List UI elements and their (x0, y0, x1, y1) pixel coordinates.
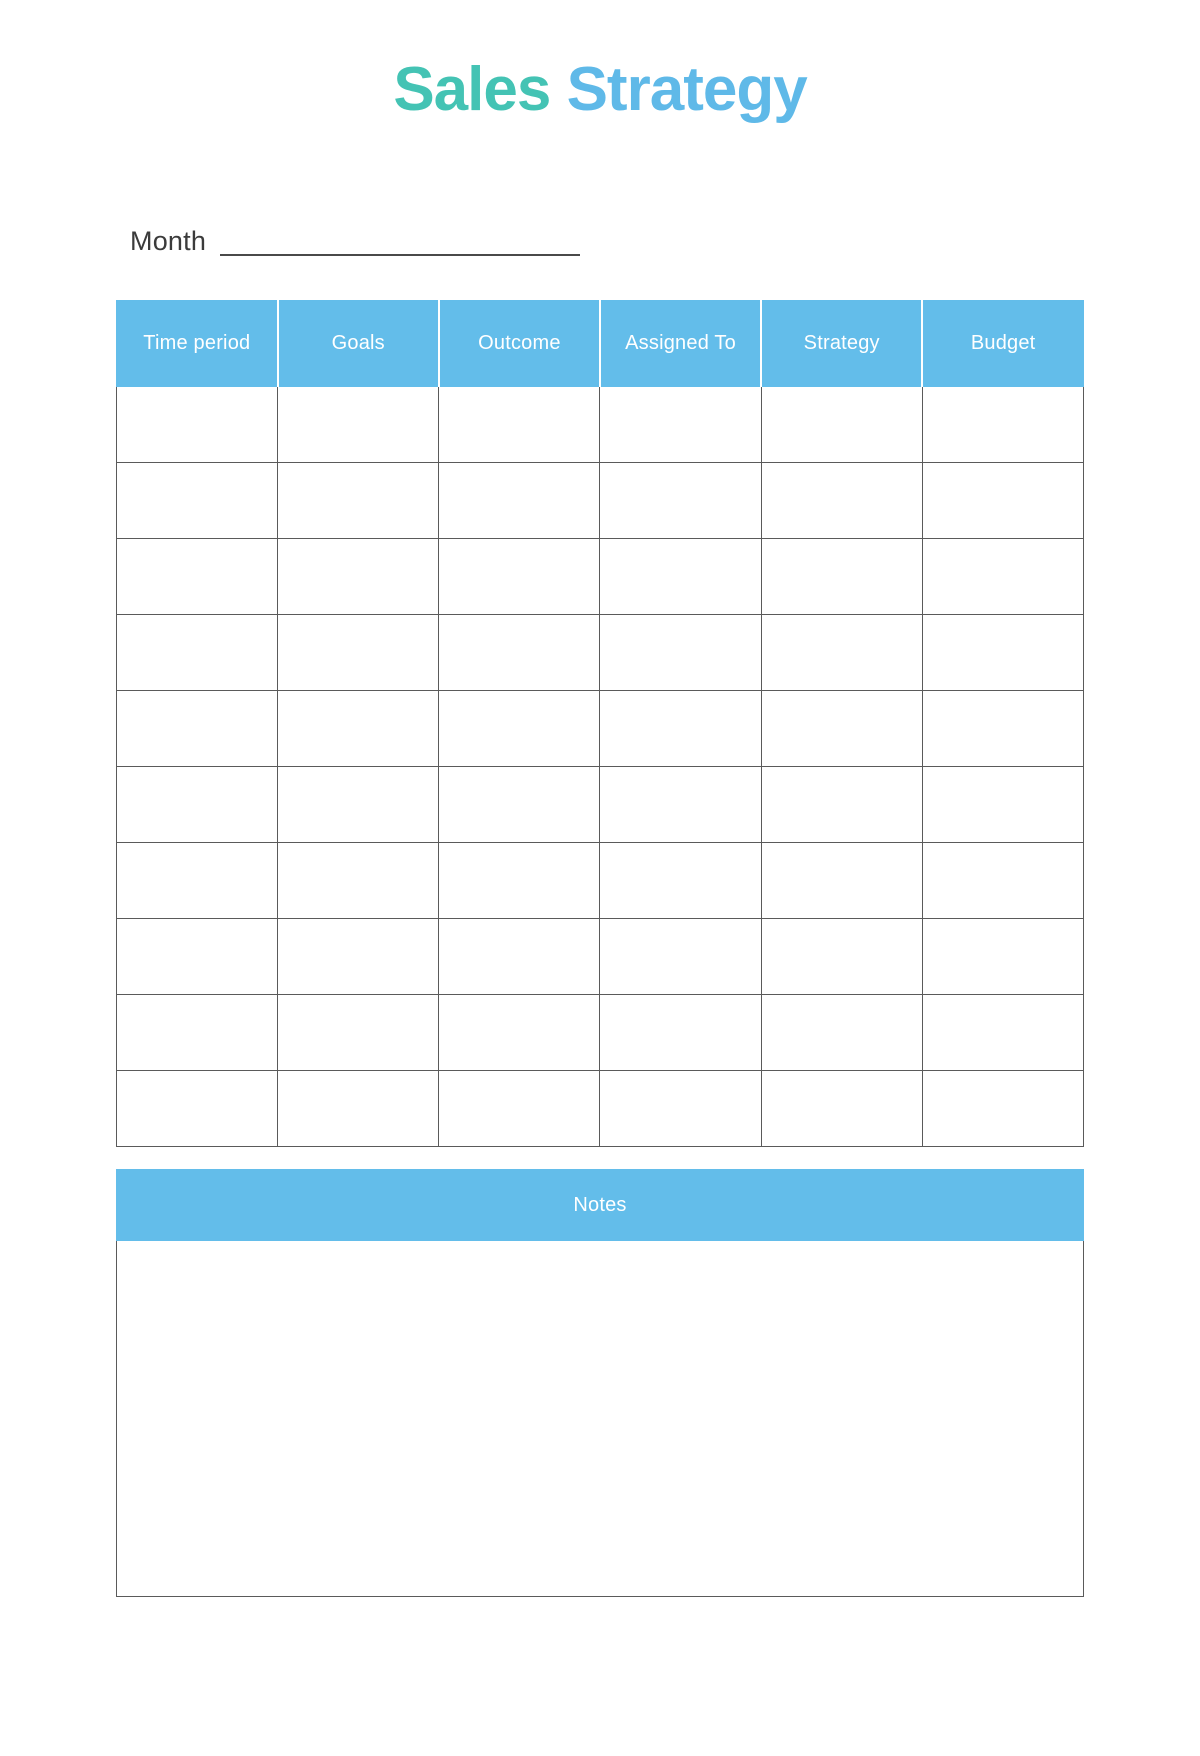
table-cell[interactable] (761, 691, 922, 767)
table-cell[interactable] (761, 843, 922, 919)
table-cell[interactable] (761, 463, 922, 539)
table-cell[interactable] (439, 995, 600, 1071)
table-cell[interactable] (278, 387, 439, 463)
table-cell[interactable] (600, 691, 761, 767)
column-header-budget: Budget (922, 301, 1083, 387)
table-cell[interactable] (600, 995, 761, 1071)
table-row (117, 615, 1084, 691)
table-cell[interactable] (439, 463, 600, 539)
column-header-outcome: Outcome (439, 301, 600, 387)
table-cell[interactable] (117, 1071, 278, 1147)
table-cell[interactable] (600, 843, 761, 919)
table-cell[interactable] (922, 463, 1083, 539)
table-cell[interactable] (922, 387, 1083, 463)
column-header-goals: Goals (278, 301, 439, 387)
strategy-table-body (117, 387, 1084, 1147)
table-cell[interactable] (922, 995, 1083, 1071)
table-cell[interactable] (600, 1071, 761, 1147)
table-cell[interactable] (600, 539, 761, 615)
table-row (117, 767, 1084, 843)
table-row (117, 1071, 1084, 1147)
table-cell[interactable] (117, 463, 278, 539)
table-cell[interactable] (439, 1071, 600, 1147)
table-row (117, 387, 1084, 463)
table-cell[interactable] (600, 615, 761, 691)
page-title-word-sales: Sales (393, 55, 551, 124)
table-cell[interactable] (439, 539, 600, 615)
table-cell[interactable] (117, 691, 278, 767)
table-cell[interactable] (761, 767, 922, 843)
table-cell[interactable] (117, 919, 278, 995)
table-cell[interactable] (278, 1071, 439, 1147)
table-row (117, 539, 1084, 615)
table-cell[interactable] (439, 691, 600, 767)
table-row (117, 691, 1084, 767)
table-cell[interactable] (117, 767, 278, 843)
page-title (0, 56, 1200, 124)
table-cell[interactable] (922, 691, 1083, 767)
table-cell[interactable] (600, 767, 761, 843)
table-header-row (117, 301, 1084, 387)
table-cell[interactable] (761, 539, 922, 615)
table-cell[interactable] (922, 843, 1083, 919)
strategy-table-header (117, 301, 1084, 387)
table-row (117, 463, 1084, 539)
table-cell[interactable] (600, 919, 761, 995)
table-cell[interactable] (117, 615, 278, 691)
strategy-table-container (116, 300, 1084, 1147)
strategy-table (116, 300, 1084, 1147)
table-cell[interactable] (278, 767, 439, 843)
table-cell[interactable] (117, 387, 278, 463)
table-cell[interactable] (117, 539, 278, 615)
table-cell[interactable] (439, 615, 600, 691)
table-cell[interactable] (761, 919, 922, 995)
table-cell[interactable] (922, 1071, 1083, 1147)
table-cell[interactable] (600, 387, 761, 463)
month-label: Month (130, 226, 207, 257)
table-cell[interactable] (439, 767, 600, 843)
sales-strategy-worksheet (0, 56, 1200, 1756)
month-input-line[interactable] (220, 254, 580, 256)
table-cell[interactable] (278, 995, 439, 1071)
table-cell[interactable] (761, 387, 922, 463)
table-cell[interactable] (117, 995, 278, 1071)
table-row (117, 843, 1084, 919)
table-cell[interactable] (278, 919, 439, 995)
month-field (130, 228, 1200, 258)
table-cell[interactable] (922, 919, 1083, 995)
table-cell[interactable] (439, 843, 600, 919)
page-title-word-strategy: Strategy (566, 55, 807, 124)
table-row (117, 919, 1084, 995)
table-cell[interactable] (278, 691, 439, 767)
table-cell[interactable] (278, 539, 439, 615)
column-header-time-period: Time period (117, 301, 278, 387)
table-cell[interactable] (922, 615, 1083, 691)
table-cell[interactable] (439, 919, 600, 995)
notes-section (116, 1169, 1084, 1597)
table-cell[interactable] (278, 615, 439, 691)
table-cell[interactable] (922, 539, 1083, 615)
table-cell[interactable] (761, 615, 922, 691)
column-header-strategy: Strategy (761, 301, 922, 387)
table-cell[interactable] (761, 995, 922, 1071)
table-cell[interactable] (922, 767, 1083, 843)
column-header-assigned-to: Assigned To (600, 301, 761, 387)
table-cell[interactable] (761, 1071, 922, 1147)
table-cell[interactable] (117, 843, 278, 919)
table-cell[interactable] (439, 387, 600, 463)
table-cell[interactable] (600, 463, 761, 539)
notes-header: Notes (116, 1169, 1084, 1241)
table-cell[interactable] (278, 843, 439, 919)
table-row (117, 995, 1084, 1071)
table-cell[interactable] (278, 463, 439, 539)
notes-input-area[interactable] (116, 1241, 1084, 1597)
